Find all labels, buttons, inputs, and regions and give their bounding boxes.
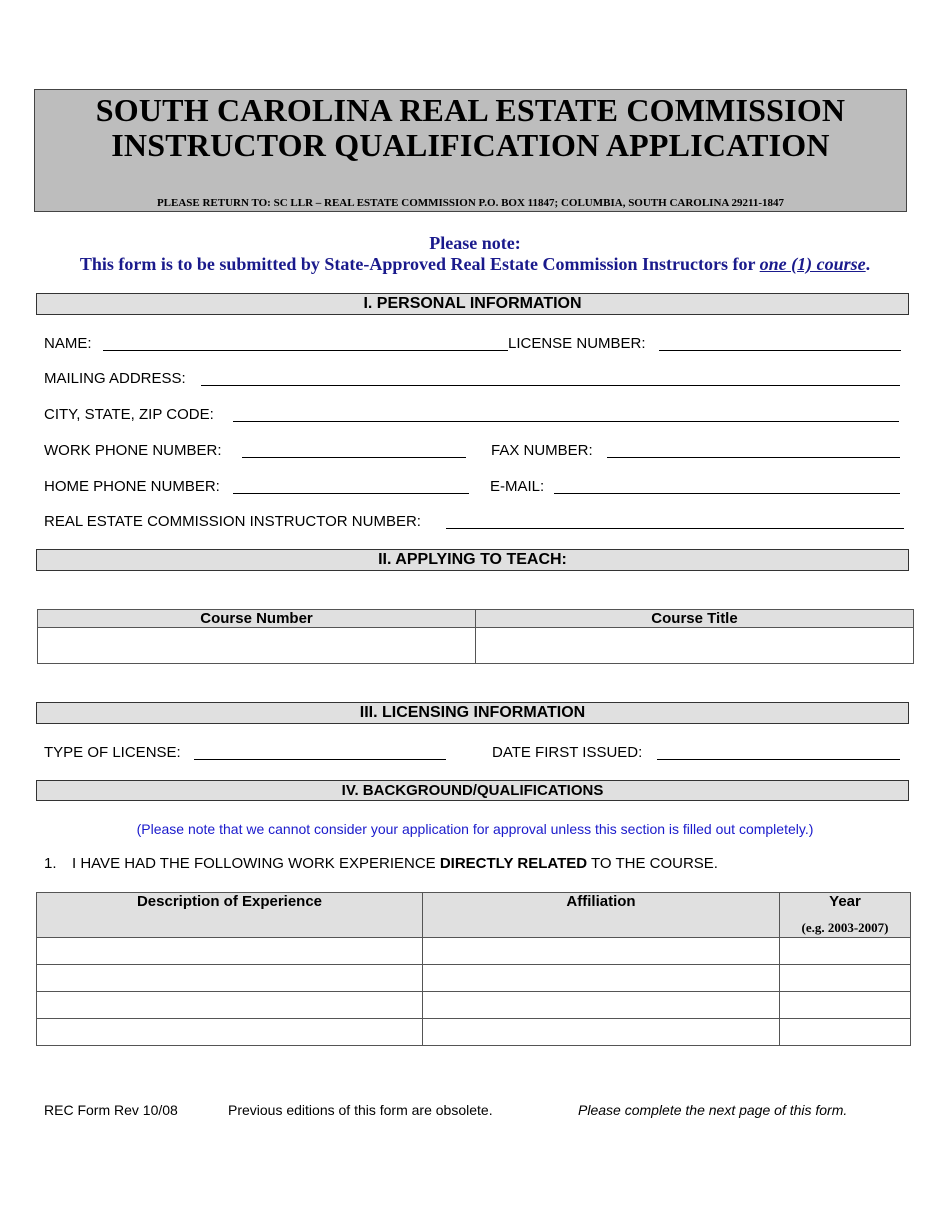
note-emphasis: one (1) course <box>759 254 866 274</box>
email-label: E-MAIL: <box>490 478 545 495</box>
affiliation-header: Affiliation <box>423 893 780 938</box>
affiliation-cell[interactable] <box>423 1019 780 1046</box>
experience-row <box>37 965 911 992</box>
description-cell[interactable] <box>37 938 423 965</box>
year-cell[interactable] <box>780 965 911 992</box>
experience-table <box>36 892 911 1046</box>
name-label: NAME: <box>44 335 92 352</box>
experience-row <box>37 1019 911 1046</box>
mailing-address-field[interactable] <box>201 385 900 386</box>
course-title-header: Course Title <box>476 610 914 628</box>
item-1-emphasis: DIRECTLY RELATED <box>439 855 588 872</box>
license-type-label: TYPE OF LICENSE: <box>44 744 181 761</box>
city-state-zip-field[interactable] <box>233 421 899 422</box>
license-number-field[interactable] <box>659 350 901 351</box>
year-example: (e.g. 2003-2007) <box>801 920 889 935</box>
form-title-line1: SOUTH CAROLINA REAL ESTATE COMMISSION <box>95 92 846 128</box>
instructor-number-label: REAL ESTATE COMMISSION INSTRUCTOR NUMBER: <box>44 513 421 530</box>
description-cell[interactable] <box>37 965 423 992</box>
note-heading: Please note: <box>429 233 521 253</box>
name-field[interactable] <box>103 350 508 351</box>
experience-row <box>37 938 911 965</box>
year-cell[interactable] <box>780 992 911 1019</box>
obsolete-notice: Previous editions of this form are obsolete. <box>228 1102 493 1118</box>
home-phone-label: HOME PHONE NUMBER: <box>44 478 220 495</box>
description-cell[interactable] <box>37 1019 423 1046</box>
experience-row <box>37 992 911 1019</box>
course-number-header: Course Number <box>38 610 476 628</box>
note-text: This form is to be submitted by State-Approved Real Estate Commission Instructors for one (1) course. <box>79 254 871 274</box>
description-cell[interactable] <box>37 992 423 1019</box>
year-header: Year (e.g. 2003-2007) <box>780 893 911 938</box>
next-page-notice: Please complete the next page of this form. <box>578 1102 848 1118</box>
return-address: PLEASE RETURN TO: SC LLR – REAL ESTATE COMMISSION P.O. BOX 11847; COLUMBIA, SOUTH CAROLINA 29211-1847 <box>156 197 785 209</box>
affiliation-cell[interactable] <box>423 992 780 1019</box>
year-cell[interactable] <box>780 938 911 965</box>
completion-notice: (Please note that we cannot consider your application for approval unless this section is filled out completely.) <box>136 821 814 837</box>
form-title-line2: INSTRUCTOR QUALIFICATION APPLICATION <box>111 127 830 163</box>
course-number-cell[interactable] <box>38 628 476 664</box>
home-phone-field[interactable] <box>233 493 469 494</box>
description-header: Description of Experience <box>37 893 423 938</box>
section-applying-to-teach: II. APPLYING TO TEACH: <box>36 549 909 571</box>
email-field[interactable] <box>554 493 900 494</box>
affiliation-cell[interactable] <box>423 965 780 992</box>
instructor-number-field[interactable] <box>446 528 904 529</box>
section-background-qualifications: IV. BACKGROUND/QUALIFICATIONS <box>36 780 909 801</box>
fax-field[interactable] <box>607 457 900 458</box>
fax-label: FAX NUMBER: <box>491 442 593 459</box>
work-phone-field[interactable] <box>242 457 466 458</box>
date-first-issued-field[interactable] <box>657 759 900 760</box>
license-number-label: LICENSE NUMBER: <box>508 335 646 352</box>
course-table <box>37 609 914 664</box>
mailing-address-label: MAILING ADDRESS: <box>44 370 186 387</box>
section-personal-information: I. PERSONAL INFORMATION <box>36 293 909 315</box>
form-revision: REC Form Rev 10/08 <box>44 1102 178 1118</box>
work-phone-label: WORK PHONE NUMBER: <box>44 442 222 459</box>
item-1-number: 1. <box>44 855 57 872</box>
year-cell[interactable] <box>780 1019 911 1046</box>
section-licensing-information: III. LICENSING INFORMATION <box>36 702 909 724</box>
license-type-field[interactable] <box>194 759 446 760</box>
date-first-issued-label: DATE FIRST ISSUED: <box>492 744 643 761</box>
affiliation-cell[interactable] <box>423 938 780 965</box>
city-state-zip-label: CITY, STATE, ZIP CODE: <box>44 406 214 423</box>
course-title-cell[interactable] <box>476 628 914 664</box>
item-1-text: I HAVE HAD THE FOLLOWING WORK EXPERIENCE DIRECTLY RELATED TO THE COURSE. <box>72 855 718 872</box>
form-header <box>34 89 907 212</box>
